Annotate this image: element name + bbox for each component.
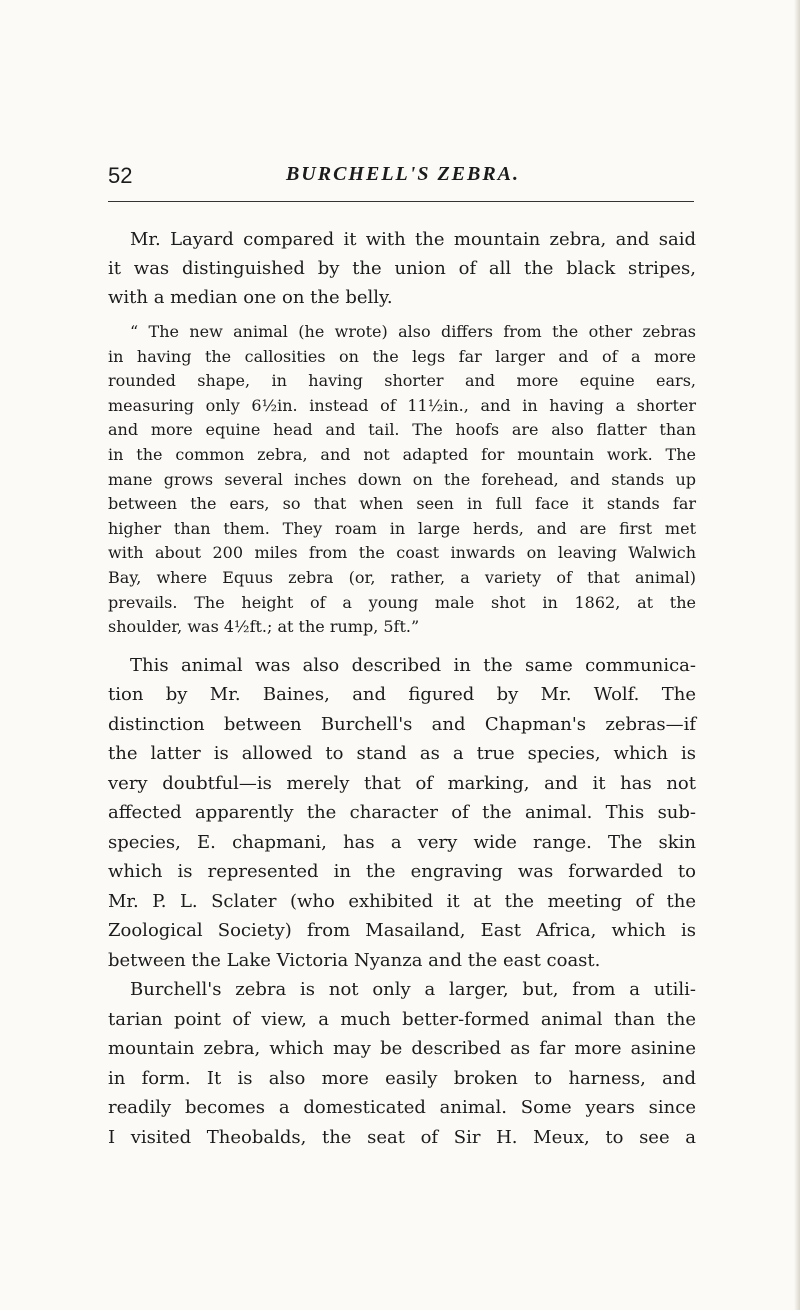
text-line: affected apparently the character of the animal. This sub- <box>108 802 696 824</box>
page-edge-shadow <box>794 0 800 1310</box>
text-line: with a median one on the belly. <box>108 287 393 308</box>
paragraph-burchell <box>108 975 696 1152</box>
text-line: tarian point of view, a much better-formed animal than the <box>108 1008 696 1030</box>
page-header <box>108 163 698 193</box>
text-line: the latter is allowed to stand as a true species, which is <box>108 743 696 765</box>
text-line: in form. It is also more easily broken to harness, and <box>108 1067 696 1089</box>
text-line: tion by Mr. Baines, and figured by Mr. Wolf. The <box>108 684 696 706</box>
text-line: distinction between Burchell's and Chapman's zebras—if <box>108 713 696 735</box>
text-line: with about 200 miles from the coast inwards on leaving Walwich <box>108 543 696 563</box>
text-line: shoulder, was 4½ft.; at the rump, 5ft.” <box>108 617 420 637</box>
text-line: prevails. The height of a young male shot in 1862, at the <box>108 592 696 612</box>
text-line: and more equine head and tail. The hoofs are also flatter than <box>108 420 696 440</box>
text-line: I visited Theobalds, the seat of Sir H. Meux, to see a <box>108 1126 696 1148</box>
text-line: mane grows several inches down on the forehead, and stands up <box>108 469 696 489</box>
text-line: Mr. P. L. Sclater (who exhibited it at the meeting of the <box>108 890 696 912</box>
paragraph-quotation <box>108 320 696 640</box>
text-line: between the ears, so that when seen in full face it stands far <box>108 494 696 514</box>
paragraph-chapmani <box>108 651 696 976</box>
text-line: “ The new animal (he wrote) also differs from the other zebras <box>130 322 696 341</box>
text-line: which is represented in the engraving was forwarded to <box>108 861 696 883</box>
header-rule <box>108 201 694 202</box>
page-number: 52 <box>108 163 133 188</box>
running-title: BURCHELL'S ZEBRA. <box>285 163 521 185</box>
text-line: very doubtful—is merely that of marking, and it has not <box>108 772 696 794</box>
text-line: measuring only 6½in. instead of 11½in., and in having a shorter <box>108 395 696 415</box>
text-line: Zoological Society) from Masailand, East Africa, which is <box>108 920 696 942</box>
text-line: mountain zebra, which may be described as far more asinine <box>108 1038 696 1060</box>
text-line: between the Lake Victoria Nyanza and the east coast. <box>108 949 601 971</box>
text-line: rounded shape, in having shorter and more equine ears, <box>108 371 696 391</box>
text-line: Mr. Layard compared it with the mountain zebra, and said <box>130 229 696 250</box>
text-line: it was distinguished by the union of all the black stripes, <box>108 258 696 279</box>
text-line: Bay, where Equus zebra (or, rather, a variety of that animal) <box>108 567 696 587</box>
text-line: higher than them. They roam in large herds, and are first met <box>108 518 696 538</box>
paragraph-layard <box>108 225 696 312</box>
text-line: readily becomes a domesticated animal. Some years since <box>108 1097 696 1119</box>
body-text <box>108 225 696 1152</box>
text-line: in having the callosities on the legs far larger and of a more <box>108 346 696 366</box>
text-line: species, E. chapmani, has a very wide range. The skin <box>108 831 696 853</box>
text-line: Burchell's zebra is not only a larger, but, from a utili- <box>130 979 696 1001</box>
text-line: in the common zebra, and not adapted for mountain work. The <box>108 444 696 464</box>
text-line: This animal was also described in the same communica- <box>130 654 696 676</box>
